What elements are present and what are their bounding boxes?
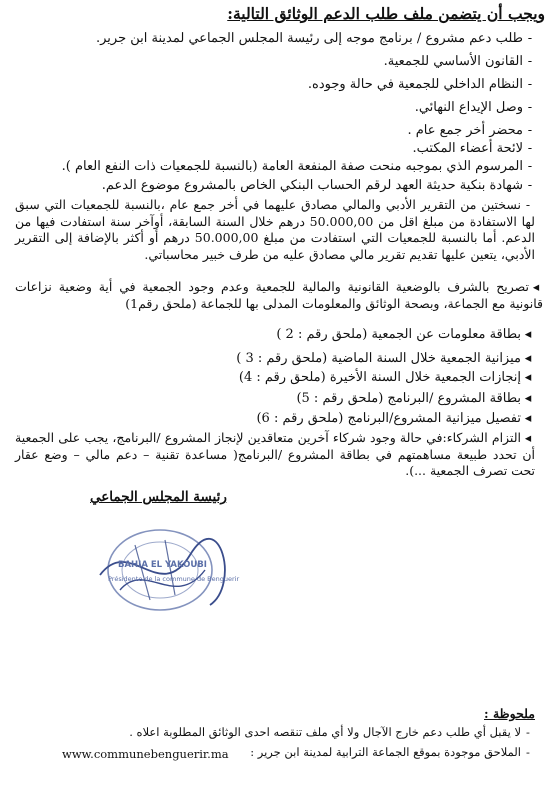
dash-bullet-icon: - xyxy=(527,141,533,156)
website-link[interactable]: www.communebenguerir.ma xyxy=(62,747,229,761)
list-item: ◂بطاقة المشروع /البرنامج (ملحق رقم : 5) xyxy=(296,390,535,407)
list-item: -وصل الإيداع النهائي. xyxy=(415,99,537,116)
list-item: -محضر أخر جمع عام . xyxy=(407,122,537,139)
arrow-bullet-icon: ◂ xyxy=(524,370,532,385)
list-item: -المرسوم الذي بموجبه منحت صفة المنفعة العامة (بالنسبة للجمعيات ذات النفع العام ). xyxy=(62,158,537,175)
reports-paragraph: -نسختين من التقرير الأدبي والمالي مصادق عليهما في أخر جمع عام ،بالنسبة للجمعيات التي سبق لها الاستفادة من مبلغ اقل من 50.000,00 درهم خلال السنة السابقة، أوآخر سنة استفادت فيها من الدعم. أما بالنسبة للجمعيات التي استفادت من مبلغ 50.000,00 درهم أو أكثر بالإضافة إلى التقرير الأدبي، يتعين عليها تقديم تقرير مالي مصادق عليه من طرف خبير محاسباتي. xyxy=(15,197,535,262)
dash-bullet-icon: - xyxy=(526,745,530,759)
list-item: -النظام الداخلي للجمعية في حالة وجوده. xyxy=(308,76,537,93)
partners-paragraph: ◂التزام الشركاء:في حالة وجود شركاء آخرين متعاقدين لإنجاز المشروع /البرنامج، يجب على الجمعية أن تحدد طبيعة مساهمتهم في بطاقة المشروع /البرنامج( مساعدة تقنية – دعم مالي – وضع عقار تحت تصرف الجمعية ...). xyxy=(15,430,535,478)
note-item: -لا يقبل أي طلب دعم خارج الآجال ولا أي ملف تنقصه احدى الوثائق المطلوبة اعلاه . xyxy=(129,725,535,740)
document-heading: ويجب أن يتضمن ملف طلب الدعم الوثائق التالية: xyxy=(227,4,545,23)
list-item: -شهادة بنكية حديثة العهد لرقم الحساب البنكي الخاص بالمشروع موضوع الدعم. xyxy=(102,177,537,194)
stamp-role-text: Présidente de la commune de Benguerir xyxy=(108,575,240,583)
declaration-paragraph: ◂تصريح بالشرف بالوضعية القانونية والمالية للجمعية وعدم وجود الجمعية في أية وضعية نزاعات قانونية مع الجماعة، وبصحة الوثائق والمعلومات المدلى بها للجماعة (ملحق رقم1) xyxy=(15,279,543,311)
official-stamp xyxy=(90,515,290,635)
arrow-bullet-icon: ◂ xyxy=(524,327,532,342)
signature-title: رئيسة المجلس الجماعي xyxy=(90,489,227,505)
dash-bullet-icon: - xyxy=(527,31,533,46)
list-item: ◂ميزانية الجمعية خلال السنة الماضية (ملحق رقم : 3 ) xyxy=(236,350,535,367)
list-item: -لائحة أعضاء المكتب. xyxy=(413,140,537,157)
dash-bullet-icon: - xyxy=(527,178,533,193)
arrow-bullet-icon: ◂ xyxy=(524,391,532,406)
stamp-signature-graphic xyxy=(90,515,290,635)
arrow-bullet-icon: ◂ xyxy=(524,351,532,366)
dash-bullet-icon: - xyxy=(527,100,533,115)
list-item: ◂تفصيل ميزانية المشروع/البرنامج (ملحق رقم : 6) xyxy=(256,410,535,427)
dash-bullet-icon: - xyxy=(527,54,533,69)
list-item: ◂بطاقة معلومات عن الجمعية (ملحق رقم : 2 ) xyxy=(276,326,535,343)
dash-bullet-icon: - xyxy=(526,725,530,739)
list-item: -القانون الأساسي للجمعية. xyxy=(384,53,537,70)
note-item: -الملاحق موجودة بموقع الجماعة الترابية لمدينة ابن جرير : xyxy=(250,745,535,760)
dash-bullet-icon: - xyxy=(527,159,533,174)
list-item: ◂إنجازات الجمعية خلال السنة الأخيرة (ملحق رقم : 4) xyxy=(239,369,535,386)
dash-bullet-icon: - xyxy=(527,77,533,92)
dash-bullet-icon: - xyxy=(527,123,533,138)
note-title: ملحوظة : xyxy=(484,706,535,721)
arrow-bullet-icon: ◂ xyxy=(524,411,532,426)
arrow-bullet-icon: ◂ xyxy=(524,430,532,445)
stamp-name-text: BAHIA EL YAKOUBI xyxy=(118,560,207,570)
dash-bullet-icon: - xyxy=(525,197,531,212)
list-item: -طلب دعم مشروع / برنامج موجه إلى رئيسة المجلس الجماعي لمدينة ابن جرير. xyxy=(96,30,537,47)
arrow-bullet-icon: ◂ xyxy=(532,279,540,294)
